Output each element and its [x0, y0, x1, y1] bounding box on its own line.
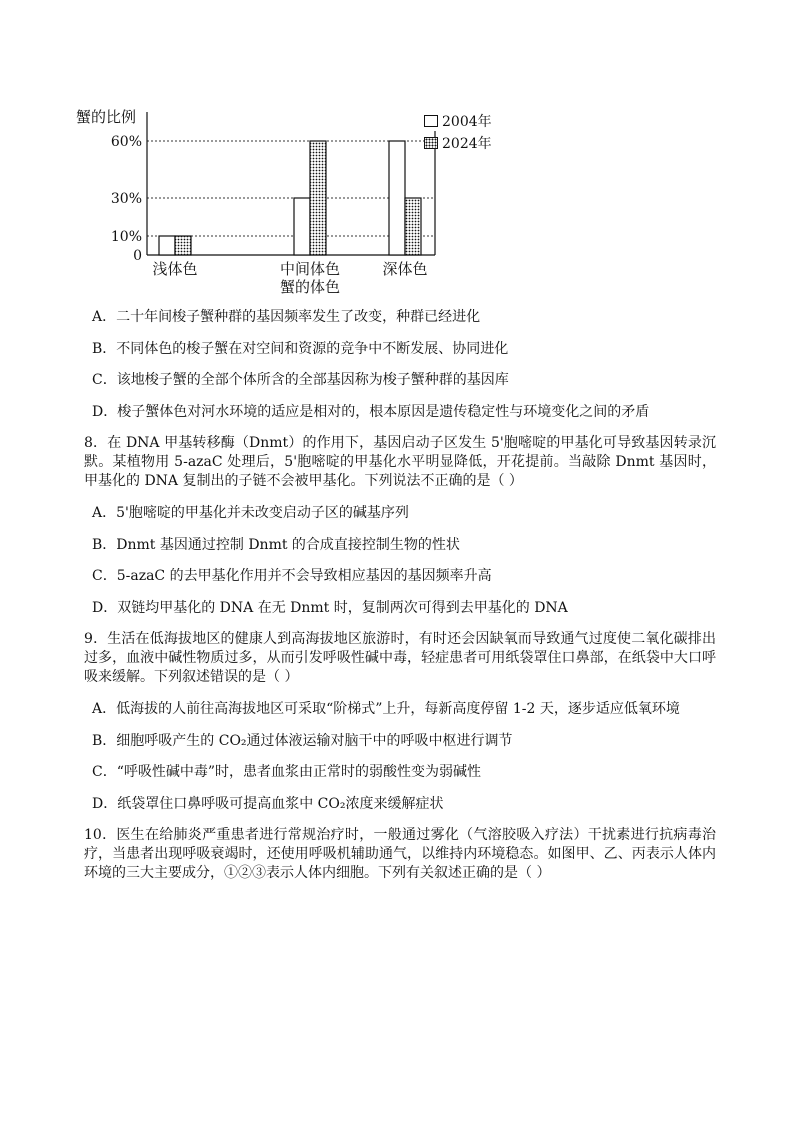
y-tick-label-3: 0 — [133, 248, 142, 264]
bar-chart — [60, 100, 530, 310]
q8-option-a: A．5'胞嘧啶的甲基化并未改变启动子区的碱基序列 — [92, 504, 409, 521]
bar-浅体色-2004年 — [159, 236, 175, 255]
q9-option-c: C．“呼吸性碱中毒”时，患者血浆由正常时的弱酸性变为弱碱性 — [92, 764, 482, 781]
bar-深体色-2004年 — [389, 141, 405, 255]
q7-option-b: B．不同体色的梭子蟹在对空间和资源的竞争中不断发展、协同进化 — [92, 340, 509, 357]
q8-option-b: B．Dnmt 基因通过控制 Dnmt 的合成直接控制生物的性状 — [92, 536, 460, 553]
bar-中间体色-2004年 — [294, 198, 310, 255]
x-tick-label-1: 中间体色 — [279, 260, 341, 278]
q8-stem: 8．在 DNA 甲基转移酶（Dnmt）的作用下，基因启动子区发生 5'胞嘧啶的甲基化可导致基因转录沉默。某植物用 5-azaC 处理后，5'胞嘧啶的甲基化水平明显降低，开花提前。当敲除 Dnmt 基因时，甲基化的 DNA 复制出的子链不会被甲基化。下列说法不正确的是（ ） — [84, 435, 716, 490]
q7-option-c: C．该地梭子蟹的全部个体所含的全部基因称为梭子蟹种群的基因库 — [92, 372, 509, 389]
q8-option-c: C．5-azaC 的去甲基化作用并不会导致相应基因的基因频率升高 — [92, 568, 492, 585]
legend-label-2004: 2004年 — [442, 114, 492, 130]
q9-option-b: B．细胞呼吸产生的 CO₂通过体液运输对脑干中的呼吸中枢进行调节 — [92, 732, 513, 749]
q9-option-a: A．低海拔的人前往高海拔地区可采取“阶梯式”上升，每新高度停留 1-2 天，逐步适应低氧环境 — [92, 700, 680, 717]
chart-legend — [424, 110, 492, 154]
q8-option-d: D．双链均甲基化的 DNA 在无 Dnmt 时，复制两次可得到去甲基化的 DNA — [92, 599, 568, 616]
legend-swatch-dotted — [424, 137, 438, 149]
legend-item-2004 — [424, 110, 492, 132]
x-tick-label-2: 深体色 — [382, 260, 428, 278]
q7-option-d: D．梭子蟹体色对河水环境的适应是相对的，根本原因是遗传稳定性与环境变化之间的矛盾 — [92, 403, 650, 420]
bar-中间体色-2024年 — [310, 141, 326, 255]
bar-浅体色-2024年 — [175, 236, 191, 255]
legend-item-2024 — [424, 132, 492, 154]
legend-label-2024: 2024年 — [442, 136, 492, 152]
q7-option-a: A．二十年间梭子蟹种群的基因频率发生了改变，种群已经进化 — [92, 309, 481, 325]
x-axis-label: 蟹的体色 — [279, 278, 341, 296]
q9-stem: 9．生活在低海拔地区的健康人到高海拔地区旅游时，有时还会因缺氧而导致通气过度使二氧化碳排出过多，血液中碱性物质过多，从而引发呼吸性碱中毒，轻症患者可用纸袋罩住口鼻部，在纸袋中大口呼吸来缓解。下列叙述错误的是（ ） — [84, 631, 716, 686]
q10-stem: 10．医生在给肺炎严重患者进行常规治疗时，一般通过雾化（气溶胶吸入疗法）干扰素进行抗病毒治疗，当患者出现呼吸衰竭时，还使用呼吸机辅助通气，以维持内环境稳态。如图甲、乙、丙表示人体内环境的三大主要成分，①②③表示人体内细胞。下列有关叙述正确的是（ ） — [84, 827, 716, 882]
legend-swatch-blank — [424, 115, 438, 127]
x-tick-label-0: 浅体色 — [152, 260, 198, 278]
q9-option-d: D．纸袋罩住口鼻呼吸可提高血浆中 CO₂浓度来缓解症状 — [92, 795, 444, 812]
y-tick-label-0: 60% — [110, 134, 142, 150]
bar-深体色-2024年 — [405, 198, 421, 255]
y-axis-label: 蟹的比例 — [76, 108, 137, 126]
y-tick-label-2: 10% — [110, 229, 142, 245]
question-content — [84, 308, 716, 896]
y-tick-label-1: 30% — [110, 191, 142, 207]
